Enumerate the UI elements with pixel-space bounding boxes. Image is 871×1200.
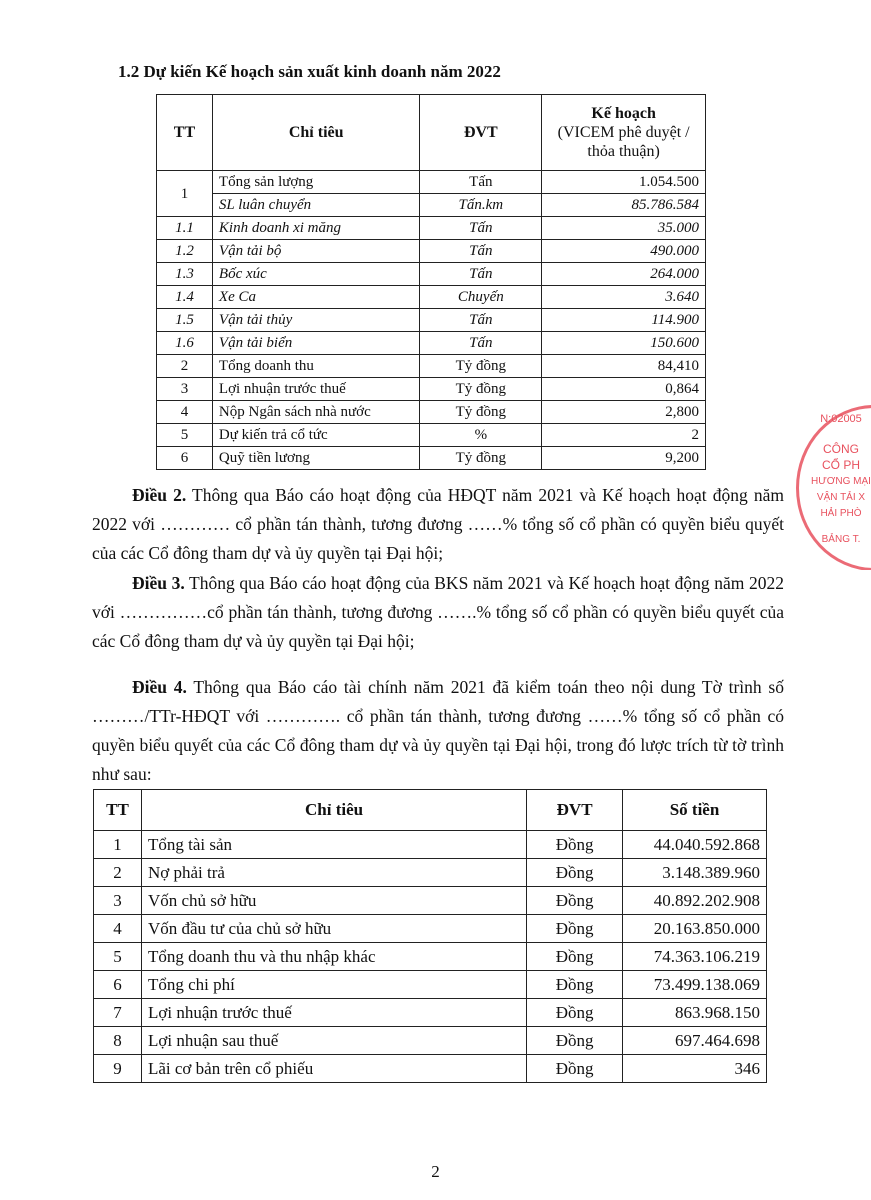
- article-2-label: Điều 2.: [132, 485, 187, 505]
- row-unit: Tấn: [420, 263, 542, 286]
- row-unit: Đồng: [527, 859, 623, 887]
- row-tt: 1.4: [157, 286, 213, 309]
- table-row: [157, 217, 706, 240]
- table-row: [94, 915, 767, 943]
- row-tt: 1.5: [157, 309, 213, 332]
- row-unit: Tấn: [420, 217, 542, 240]
- header-so-tien: Số tiền: [623, 790, 767, 831]
- row-name: Lãi cơ bản trên cổ phiếu: [141, 1055, 526, 1083]
- row-tt: 4: [94, 915, 142, 943]
- row-unit: Tấn: [420, 332, 542, 355]
- plan-table-header: [157, 95, 706, 171]
- header-dvt: ĐVT: [527, 790, 623, 831]
- table-row: [157, 332, 706, 355]
- table-row: [94, 887, 767, 915]
- table-row: [157, 309, 706, 332]
- row-unit: Đồng: [527, 1055, 623, 1083]
- row-name: SL luân chuyển: [212, 194, 420, 217]
- row-unit: Chuyến: [420, 286, 542, 309]
- header-chi-tieu: Chỉ tiêu: [212, 95, 420, 171]
- stamp-line: BẢNG T.: [821, 534, 861, 545]
- row-tt: 9: [94, 1055, 142, 1083]
- row-unit: Tấn: [420, 171, 542, 194]
- row-tt: 6: [157, 447, 213, 470]
- row-name: Nợ phải trả: [141, 859, 526, 887]
- row-value: 2,800: [542, 401, 706, 424]
- table-row: [157, 378, 706, 401]
- row-name: Kinh doanh xi măng: [212, 217, 420, 240]
- row-name: Vốn đầu tư của chủ sở hữu: [141, 915, 526, 943]
- row-name: Vận tải bộ: [212, 240, 420, 263]
- table-row: [94, 1027, 767, 1055]
- row-name: Bốc xúc: [212, 263, 420, 286]
- header-plan: [542, 95, 706, 171]
- row-value: 85.786.584: [542, 194, 706, 217]
- section-heading: 1.2 Dự kiến Kế hoạch sản xuất kinh doanh năm 2022: [118, 62, 501, 81]
- row-unit: Đồng: [527, 971, 623, 999]
- article-4-label: Điều 4.: [132, 677, 187, 697]
- row-name: Quỹ tiền lương: [212, 447, 420, 470]
- row-value: 44.040.592.868: [623, 831, 767, 859]
- row-tt: 1.3: [157, 263, 213, 286]
- row-unit: Đồng: [527, 1027, 623, 1055]
- row-value: 150.600: [542, 332, 706, 355]
- header-plan-title: Kế hoạch: [591, 105, 656, 122]
- row-value: 35.000: [542, 217, 706, 240]
- row-value: 73.499.138.069: [623, 971, 767, 999]
- row-name: Tổng tài sản: [141, 831, 526, 859]
- table-row: [157, 447, 706, 470]
- row-unit: Đồng: [527, 915, 623, 943]
- table-row: [157, 263, 706, 286]
- row-tt: 3: [94, 887, 142, 915]
- table-row: [94, 859, 767, 887]
- row-tt: 7: [94, 999, 142, 1027]
- row-name: Tổng doanh thu: [212, 355, 420, 378]
- table-row: [157, 194, 706, 217]
- row-tt: 6: [94, 971, 142, 999]
- row-value: 40.892.202.908: [623, 887, 767, 915]
- article-2-text: Thông qua Báo cáo hoạt động của HĐQT năm 2021 và Kế hoạch hoạt động năm 2022 với ………… cổ phần tán thành, tương đương ……% tổng số cổ phần có quyền biểu quyết của các Cổ đông tham dự và ủy quyền tại Đại hội;: [92, 485, 785, 563]
- header-tt: TT: [94, 790, 142, 831]
- table-row: [157, 401, 706, 424]
- row-tt: 5: [157, 424, 213, 447]
- row-value: 2: [542, 424, 706, 447]
- row-tt: 1.1: [157, 217, 213, 240]
- row-name: Vốn chủ sở hữu: [141, 887, 526, 915]
- page-number: 2: [431, 1162, 440, 1181]
- row-name: Lợi nhuận trước thuế: [212, 378, 420, 401]
- row-tt: 1.2: [157, 240, 213, 263]
- row-name: Xe Ca: [212, 286, 420, 309]
- plan-table: [156, 94, 706, 470]
- row-value: 9,200: [542, 447, 706, 470]
- row-tt: 1.6: [157, 332, 213, 355]
- row-value: 84,410: [542, 355, 706, 378]
- table-row: [94, 971, 767, 999]
- row-tt: 1: [94, 831, 142, 859]
- table-row: [157, 286, 706, 309]
- row-tt: 2: [157, 355, 213, 378]
- row-value: 490.000: [542, 240, 706, 263]
- row-value: 0,864: [542, 378, 706, 401]
- article-4: [92, 673, 784, 789]
- row-value: 863.968.150: [623, 999, 767, 1027]
- row-name: Tổng chi phí: [141, 971, 526, 999]
- article-3-label: Điều 3.: [132, 573, 185, 593]
- row-name: Lợi nhuận sau thuế: [141, 1027, 526, 1055]
- table-row: [157, 424, 706, 447]
- header-tt: TT: [157, 95, 213, 171]
- row-tt: 4: [157, 401, 213, 424]
- row-tt: 5: [94, 943, 142, 971]
- table-row: [157, 240, 706, 263]
- row-unit: Đồng: [527, 831, 623, 859]
- table-row: [94, 831, 767, 859]
- stamp-line: HƯƠNG MẠI: [811, 476, 871, 487]
- row-unit: Đồng: [527, 943, 623, 971]
- row-unit: Tỷ đồng: [420, 378, 542, 401]
- table-row: [94, 943, 767, 971]
- row-value: 697.464.698: [623, 1027, 767, 1055]
- row-value: 114.900: [542, 309, 706, 332]
- stamp-line: CỔ PH: [821, 458, 860, 472]
- row-unit: Tỷ đồng: [420, 355, 542, 378]
- row-name: Tổng sản lượng: [212, 171, 420, 194]
- stamp-line: HẢI PHÒ: [820, 508, 862, 519]
- row-value: 346: [623, 1055, 767, 1083]
- article-4-text: Thông qua Báo cáo tài chính năm 2021 đã kiểm toán theo nội dung Tờ trình số ………/TTr-HĐQT với …………. cổ phần tán thành, tương đương ……% tổng số cổ phần có quyền biểu quyết của các Cổ đông tham dự và ủy quyền tại Đại hội, trong đó lược trích từ tờ trình như sau:: [92, 677, 784, 784]
- stamp-line: N:02005: [820, 413, 862, 425]
- article-3: [92, 569, 784, 656]
- row-value: 264.000: [542, 263, 706, 286]
- row-name: Vận tải thủy: [212, 309, 420, 332]
- row-unit: Đồng: [527, 887, 623, 915]
- row-unit: Đồng: [527, 999, 623, 1027]
- row-value: 74.363.106.219: [623, 943, 767, 971]
- company-stamp: [796, 405, 871, 570]
- header-dvt: ĐVT: [420, 95, 542, 171]
- row-name: Nộp Ngân sách nhà nước: [212, 401, 420, 424]
- table-row: [157, 355, 706, 378]
- article-3-text: Thông qua Báo cáo hoạt động của BKS năm 2021 và Kế hoạch hoạt động năm 2022 với ……………cổ phần tán thành, tương đương …….% tổng số cổ phần có quyền biểu quyết của các Cổ đông tham dự và ủy quyền tại Đại hội;: [92, 573, 784, 651]
- table-row: [94, 999, 767, 1027]
- header-chi-tieu: Chỉ tiêu: [141, 790, 526, 831]
- row-tt: 2: [94, 859, 142, 887]
- row-name: Vận tải biển: [212, 332, 420, 355]
- table-row: [94, 1055, 767, 1083]
- table-row: [157, 171, 706, 194]
- row-name: Dự kiến trả cổ tức: [212, 424, 420, 447]
- row-tt: 8: [94, 1027, 142, 1055]
- financial-table: [93, 789, 767, 1083]
- row-value: 20.163.850.000: [623, 915, 767, 943]
- row-tt: 1: [157, 171, 213, 217]
- row-unit: Tấn: [420, 240, 542, 263]
- row-unit: Tấn.km: [420, 194, 542, 217]
- stamp-line: VẬN TẢI X: [816, 492, 866, 503]
- row-tt: 3: [157, 378, 213, 401]
- row-value: 3.148.389.960: [623, 859, 767, 887]
- row-value: 3.640: [542, 286, 706, 309]
- financial-table-header: [94, 790, 767, 831]
- row-name: Lợi nhuận trước thuế: [141, 999, 526, 1027]
- row-unit: Tấn: [420, 309, 542, 332]
- stamp-line: CÔNG: [823, 442, 859, 456]
- article-2: [92, 481, 784, 568]
- row-name: Tổng doanh thu và thu nhập khác: [141, 943, 526, 971]
- row-unit: %: [420, 424, 542, 447]
- header-plan-subtitle: (VICEM phê duyệt / thỏa thuận): [557, 124, 690, 160]
- row-value: 1.054.500: [542, 171, 706, 194]
- row-unit: Tỷ đồng: [420, 447, 542, 470]
- row-unit: Tỷ đồng: [420, 401, 542, 424]
